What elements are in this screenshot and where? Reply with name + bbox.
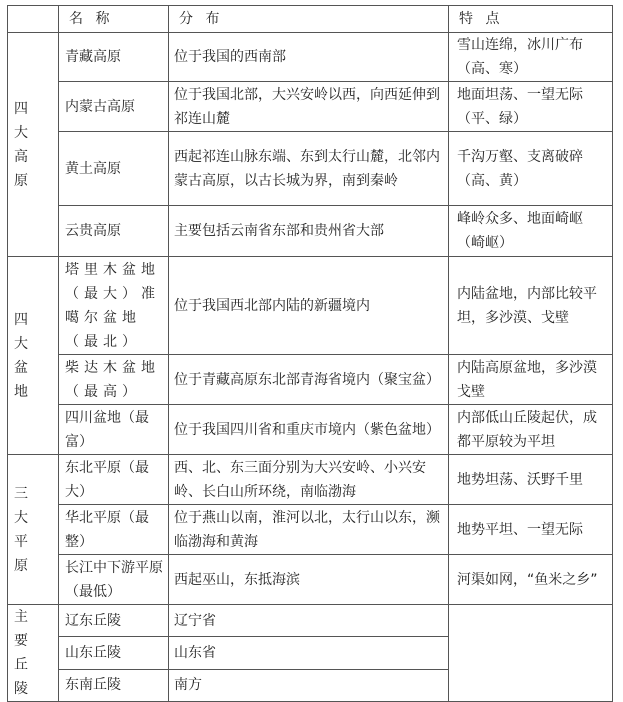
landform-distribution: 主要包括云南省东部和贵州省大部 <box>169 206 449 257</box>
category-label-line: 平原 <box>14 533 34 574</box>
header-distribution: 分 布 <box>169 6 449 33</box>
landform-distribution: 辽宁省 <box>169 605 449 637</box>
category-hills <box>8 605 59 702</box>
landform-features: 内部低山丘陵起伏，成都平原较为平坦 <box>449 405 613 455</box>
category-label-line: 四 大 <box>14 100 34 141</box>
landform-distribution: 位于我国西北部内陆的新疆境内 <box>169 257 449 355</box>
landform-distribution: 西起巫山，东抵海滨 <box>169 555 449 605</box>
category-label-line: 丘陵 <box>14 657 34 697</box>
category-label-line: 三 大 <box>14 485 34 526</box>
table-row <box>8 33 613 82</box>
table-row <box>8 355 613 405</box>
table-row <box>8 605 613 637</box>
landform-name: 四川盆地（最富） <box>59 405 169 455</box>
table-row <box>8 82 613 132</box>
landform-name: 华北平原（最整） <box>59 505 169 555</box>
landform-name: 云贵高原 <box>59 206 169 257</box>
category-label-line: 主 要 <box>14 609 34 649</box>
landform-distribution: 西、北、东三面分别为大兴安岭、小兴安岭、长白山所环绕，南临渤海 <box>169 455 449 505</box>
landform-name: 东北平原（最大） <box>59 455 169 505</box>
landform-features: 内陆盆地，内部比较平坦，多沙漠、戈壁 <box>449 257 613 355</box>
landform-distribution: 位于我国四川省和重庆市境内（紫色盆地） <box>169 405 449 455</box>
landform-name: 长江中下游平原（最低） <box>59 555 169 605</box>
header-name: 名 称 <box>59 6 169 33</box>
landform-features: 千沟万壑、支离破碎（高、黄） <box>449 132 613 206</box>
landform-name: 黄土高原 <box>59 132 169 206</box>
category-basins <box>8 257 59 455</box>
header-category-cell <box>8 6 59 33</box>
table-row <box>8 257 613 355</box>
category-plateaus <box>8 33 59 257</box>
landform-features: 河渠如网，“鱼米之乡” <box>449 555 613 605</box>
landform-distribution: 南方 <box>169 669 449 701</box>
table-row <box>8 206 613 257</box>
landforms-table <box>7 5 613 702</box>
landform-features <box>449 605 613 702</box>
landform-name: 塔里木盆地（最大）准噶尔盆地（最北） <box>59 257 169 355</box>
landform-name: 柴达木盆地（最高） <box>59 355 169 405</box>
table-row <box>8 132 613 206</box>
category-plains <box>8 455 59 605</box>
landform-name: 青藏高原 <box>59 33 169 82</box>
landform-distribution: 西起祁连山脉东端、东到太行山麓，北邻内蒙古高原，以古长城为界，南到秦岭 <box>169 132 449 206</box>
landform-distribution: 位于青藏高原东北部青海省境内（聚宝盆） <box>169 355 449 405</box>
landform-distribution: 山东省 <box>169 637 449 669</box>
landform-name: 山东丘陵 <box>59 637 169 669</box>
landform-name: 内蒙古高原 <box>59 82 169 132</box>
landform-distribution: 位于我国的西南部 <box>169 33 449 82</box>
landform-features: 内陆高原盆地，多沙漠戈壁 <box>449 355 613 405</box>
landform-distribution: 位于我国北部，大兴安岭以西，向西延伸到祁连山麓 <box>169 82 449 132</box>
table-row <box>8 455 613 505</box>
table-row <box>8 505 613 555</box>
category-label-line: 四 大 <box>14 311 34 352</box>
landform-name: 东南丘陵 <box>59 669 169 701</box>
landform-features: 雪山连绵，冰川广布（高、寒） <box>449 33 613 82</box>
table-row <box>8 555 613 605</box>
landform-features: 地面坦荡、一望无际（平、绿） <box>449 82 613 132</box>
landform-features: 地势平坦、一望无际 <box>449 505 613 555</box>
landform-features: 峰岭众多、地面崎岖（崎岖） <box>449 206 613 257</box>
table-row <box>8 405 613 455</box>
category-label-line: 盆地 <box>14 359 34 400</box>
header-features: 特 点 <box>449 6 613 33</box>
landform-name: 辽东丘陵 <box>59 605 169 637</box>
landform-distribution: 位于燕山以南，淮河以北，太行山以东，濒临渤海和黄海 <box>169 505 449 555</box>
landform-features: 地势坦荡、沃野千里 <box>449 455 613 505</box>
header-row <box>8 6 613 33</box>
category-label-line: 高原 <box>14 148 34 189</box>
